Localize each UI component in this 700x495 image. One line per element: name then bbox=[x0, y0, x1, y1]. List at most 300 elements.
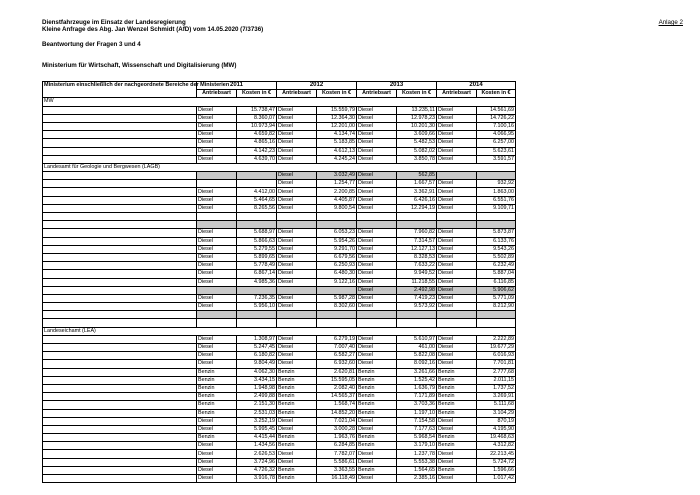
antriebsart-cell: Diesel bbox=[437, 475, 477, 483]
antriebsart-cell: Benzin bbox=[277, 409, 317, 417]
kosten-cell: 12.127,13 bbox=[397, 245, 437, 253]
kosten-cell: 5.247,45 bbox=[237, 344, 277, 352]
antriebsart-cell: Benzin bbox=[357, 393, 397, 401]
kosten-cell: 4.985,36 bbox=[237, 278, 277, 286]
antriebsart-cell: Diesel bbox=[197, 237, 237, 245]
table-row bbox=[43, 237, 516, 245]
row-label-cell bbox=[43, 393, 197, 401]
table-row bbox=[43, 188, 516, 196]
table-row bbox=[43, 294, 516, 302]
kosten-cell: 13.235,11 bbox=[397, 106, 437, 114]
table-row bbox=[43, 131, 516, 139]
col-antriebsart: Antriebsart bbox=[437, 90, 477, 98]
antriebsart-cell: Diesel bbox=[357, 196, 397, 204]
antriebsart-cell: Diesel bbox=[197, 303, 237, 311]
antriebsart-cell: Diesel bbox=[277, 303, 317, 311]
table-row bbox=[43, 384, 516, 392]
antriebsart-cell: Benzin bbox=[357, 401, 397, 409]
kosten-cell: 2.200,85 bbox=[317, 188, 357, 196]
antriebsart-cell bbox=[197, 172, 237, 180]
antriebsart-cell: Diesel bbox=[197, 294, 237, 302]
kosten-cell: 4.405,87 bbox=[317, 196, 357, 204]
table-row bbox=[43, 180, 516, 188]
antriebsart-cell: Diesel bbox=[277, 360, 317, 368]
kosten-cell: 8.092,16 bbox=[397, 360, 437, 368]
antriebsart-cell: Diesel bbox=[197, 131, 237, 139]
antriebsart-cell: Benzin bbox=[437, 466, 477, 474]
table-row bbox=[43, 401, 516, 409]
kosten-cell: 8.212,90 bbox=[477, 303, 516, 311]
kosten-cell: 5.906,62 bbox=[477, 286, 516, 294]
antriebsart-cell: Diesel bbox=[277, 155, 317, 163]
empty-cell bbox=[277, 319, 317, 327]
antriebsart-cell: Benzin bbox=[437, 384, 477, 392]
empty-cell bbox=[357, 319, 397, 327]
kosten-cell: 1.017,42 bbox=[477, 475, 516, 483]
kosten-cell: 16.118,49 bbox=[317, 475, 357, 483]
antriebsart-cell: Diesel bbox=[357, 204, 397, 212]
kosten-cell: 4.612,13 bbox=[317, 147, 357, 155]
antriebsart-cell bbox=[197, 221, 237, 229]
kosten-cell: 5.111,68 bbox=[477, 401, 516, 409]
empty-cell bbox=[317, 213, 357, 221]
kosten-cell: 5.688,97 bbox=[237, 229, 277, 237]
row-label-cell bbox=[43, 131, 197, 139]
table-row bbox=[43, 360, 516, 368]
antriebsart-cell: Diesel bbox=[437, 106, 477, 114]
table-row bbox=[43, 245, 516, 253]
section-label: MW bbox=[43, 98, 516, 106]
ministry-heading: Ministerium für Wirtschaft, Wissenschaft und Digitalisierung (MW) bbox=[42, 62, 237, 69]
kosten-cell: 1.948,98 bbox=[237, 384, 277, 392]
kosten-cell bbox=[237, 172, 277, 180]
row-label-cell bbox=[43, 147, 197, 155]
kosten-cell: 5.987,28 bbox=[317, 294, 357, 302]
kosten-cell: 10.973,94 bbox=[237, 122, 277, 130]
antriebsart-cell: Diesel bbox=[437, 180, 477, 188]
antriebsart-cell: Diesel bbox=[437, 229, 477, 237]
antriebsart-cell: Diesel bbox=[357, 286, 397, 294]
empty-cell bbox=[317, 319, 357, 327]
col-antriebsart: Antriebsart bbox=[357, 90, 397, 98]
kosten-cell: 5.887,04 bbox=[477, 270, 516, 278]
empty-cell bbox=[43, 213, 197, 221]
antriebsart-cell: Diesel bbox=[197, 458, 237, 466]
antriebsart-cell: Diesel bbox=[197, 352, 237, 360]
section-row bbox=[43, 98, 516, 106]
kosten-cell: 1.636,79 bbox=[397, 384, 437, 392]
kosten-cell: 5.873,87 bbox=[477, 229, 516, 237]
empty-cell bbox=[477, 213, 516, 221]
antriebsart-cell: Diesel bbox=[357, 458, 397, 466]
antriebsart-cell: Diesel bbox=[277, 278, 317, 286]
antriebsart-cell: Benzin bbox=[197, 376, 237, 384]
kosten-cell: 9.949,52 bbox=[397, 270, 437, 278]
table-row bbox=[43, 278, 516, 286]
antriebsart-cell: Diesel bbox=[357, 475, 397, 483]
antriebsart-cell: Diesel bbox=[277, 131, 317, 139]
antriebsart-cell: Diesel bbox=[197, 450, 237, 458]
table-row bbox=[43, 229, 516, 237]
kosten-cell: 4.865,16 bbox=[237, 139, 277, 147]
antriebsart-cell: Benzin bbox=[277, 393, 317, 401]
antriebsart-cell: Diesel bbox=[197, 253, 237, 261]
kosten-cell: 7.960,82 bbox=[397, 229, 437, 237]
row-label-cell bbox=[43, 409, 197, 417]
kosten-cell: 3.609,66 bbox=[397, 131, 437, 139]
antriebsart-cell bbox=[437, 221, 477, 229]
kosten-cell bbox=[317, 286, 357, 294]
kosten-cell: 562,85 bbox=[397, 172, 437, 180]
blank-row bbox=[43, 213, 516, 221]
antriebsart-cell: Diesel bbox=[197, 106, 237, 114]
kosten-cell: 2.499,88 bbox=[237, 393, 277, 401]
antriebsart-cell: Benzin bbox=[357, 466, 397, 474]
kosten-cell: 3.916,78 bbox=[237, 475, 277, 483]
kosten-cell: 8.328,53 bbox=[397, 253, 437, 261]
antriebsart-cell: Diesel bbox=[277, 262, 317, 270]
kosten-cell: 6.180,82 bbox=[237, 352, 277, 360]
kosten-cell: 1.596,66 bbox=[477, 466, 516, 474]
kosten-cell: 14.852,20 bbox=[317, 409, 357, 417]
block-header: Ministerium einschließlich der nachgeordnete Bereiche der Ministerien bbox=[43, 82, 197, 98]
kosten-cell: 3.362,91 bbox=[397, 188, 437, 196]
row-label-cell bbox=[43, 278, 197, 286]
row-label-cell bbox=[43, 139, 197, 147]
kosten-cell: 1.434,56 bbox=[237, 442, 277, 450]
kosten-cell: 4.245,24 bbox=[317, 155, 357, 163]
kosten-cell: 7.154,58 bbox=[397, 417, 437, 425]
empty-cell bbox=[437, 213, 477, 221]
antriebsart-cell: Diesel bbox=[437, 139, 477, 147]
antriebsart-cell: Diesel bbox=[437, 286, 477, 294]
row-label-cell bbox=[43, 475, 197, 483]
row-label-cell bbox=[43, 434, 197, 442]
antriebsart-cell: Diesel bbox=[197, 114, 237, 122]
kosten-cell: 5.183,85 bbox=[317, 139, 357, 147]
kosten-cell bbox=[477, 221, 516, 229]
kosten-cell: 3.252,19 bbox=[237, 417, 277, 425]
antriebsart-cell: Diesel bbox=[277, 352, 317, 360]
row-label-cell bbox=[43, 466, 197, 474]
antriebsart-cell: Diesel bbox=[437, 204, 477, 212]
kosten-cell: 12.364,30 bbox=[317, 114, 357, 122]
kosten-cell: 19.468,63 bbox=[477, 434, 516, 442]
antriebsart-cell: Diesel bbox=[197, 344, 237, 352]
antriebsart-cell: Diesel bbox=[277, 458, 317, 466]
antriebsart-cell bbox=[277, 221, 317, 229]
empty-cell bbox=[437, 319, 477, 327]
antriebsart-cell: Benzin bbox=[437, 401, 477, 409]
table-row bbox=[43, 155, 516, 163]
kosten-cell: 9.109,71 bbox=[477, 204, 516, 212]
kosten-cell: 5.279,55 bbox=[237, 245, 277, 253]
antriebsart-cell: Diesel bbox=[357, 335, 397, 343]
antriebsart-cell: Diesel bbox=[277, 122, 317, 130]
row-label-cell bbox=[43, 344, 197, 352]
kosten-cell: 6.480,30 bbox=[317, 270, 357, 278]
kosten-cell: 5.899,65 bbox=[237, 253, 277, 261]
kosten-cell: 14.565,37 bbox=[317, 393, 357, 401]
kosten-cell: 461,00 bbox=[397, 344, 437, 352]
antriebsart-cell: Benzin bbox=[437, 376, 477, 384]
table-row bbox=[43, 352, 516, 360]
vehicle-cost-table bbox=[42, 81, 516, 483]
antriebsart-cell: Diesel bbox=[437, 253, 477, 261]
kosten-cell: 7.236,35 bbox=[237, 294, 277, 302]
kosten-cell: 5.464,65 bbox=[237, 196, 277, 204]
table-row bbox=[43, 442, 516, 450]
doc-title: Dienstfahrzeuge im Einsatz der Landesregierung bbox=[42, 19, 186, 26]
kosten-cell: 7.419,23 bbox=[397, 294, 437, 302]
antriebsart-cell: Diesel bbox=[197, 270, 237, 278]
kosten-cell bbox=[397, 221, 437, 229]
kosten-cell: 1.525,42 bbox=[397, 376, 437, 384]
antriebsart-cell bbox=[277, 311, 317, 319]
kosten-cell: 1.564,65 bbox=[397, 466, 437, 474]
empty-cell bbox=[277, 213, 317, 221]
kosten-cell: 5.502,89 bbox=[477, 253, 516, 261]
kosten-cell: 6.279,19 bbox=[317, 335, 357, 343]
antriebsart-cell: Benzin bbox=[277, 384, 317, 392]
kosten-cell: 3.434,15 bbox=[237, 376, 277, 384]
row-label-cell bbox=[43, 196, 197, 204]
row-label-cell bbox=[43, 294, 197, 302]
antriebsart-cell: Diesel bbox=[437, 196, 477, 204]
kosten-cell: 2.626,53 bbox=[237, 450, 277, 458]
col-kosten: Kosten in € bbox=[317, 90, 357, 98]
empty-cell bbox=[357, 213, 397, 221]
table-row bbox=[43, 409, 516, 417]
antriebsart-cell: Diesel bbox=[437, 360, 477, 368]
row-label-cell bbox=[43, 204, 197, 212]
table-row bbox=[43, 303, 516, 311]
kosten-cell: 1.254,77 bbox=[317, 180, 357, 188]
antriebsart-cell: Benzin bbox=[197, 368, 237, 376]
kosten-cell: 6.257,00 bbox=[477, 139, 516, 147]
antriebsart-cell: Benzin bbox=[277, 466, 317, 474]
row-label-cell bbox=[43, 425, 197, 433]
kosten-cell: 7.007,40 bbox=[317, 344, 357, 352]
kosten-cell: 5.822,08 bbox=[397, 352, 437, 360]
kosten-cell: 4.312,82 bbox=[477, 442, 516, 450]
row-label-cell bbox=[43, 253, 197, 261]
empty-cell bbox=[397, 213, 437, 221]
section-row bbox=[43, 163, 516, 171]
antriebsart-cell: Diesel bbox=[277, 417, 317, 425]
antriebsart-cell: Diesel bbox=[437, 131, 477, 139]
antriebsart-cell: Diesel bbox=[437, 294, 477, 302]
antriebsart-cell: Diesel bbox=[277, 180, 317, 188]
antriebsart-cell bbox=[437, 172, 477, 180]
antriebsart-cell: Diesel bbox=[197, 188, 237, 196]
table-row bbox=[43, 114, 516, 122]
kosten-cell: 1.308,97 bbox=[237, 335, 277, 343]
antriebsart-cell: Diesel bbox=[437, 303, 477, 311]
antriebsart-cell: Diesel bbox=[437, 450, 477, 458]
antriebsart-cell: Diesel bbox=[357, 180, 397, 188]
kosten-cell bbox=[237, 286, 277, 294]
antriebsart-cell bbox=[197, 311, 237, 319]
empty-cell bbox=[197, 213, 237, 221]
antriebsart-cell: Diesel bbox=[357, 278, 397, 286]
kosten-cell: 3.032,49 bbox=[317, 172, 357, 180]
kosten-cell bbox=[317, 221, 357, 229]
kosten-cell: 3.261,66 bbox=[397, 368, 437, 376]
kosten-cell: 2.222,89 bbox=[477, 335, 516, 343]
kosten-cell: 3.104,29 bbox=[477, 409, 516, 417]
kosten-cell: 4.062,30 bbox=[237, 368, 277, 376]
kosten-cell: 3.850,78 bbox=[397, 155, 437, 163]
antriebsart-cell: Diesel bbox=[277, 335, 317, 343]
antriebsart-cell: Diesel bbox=[357, 303, 397, 311]
kosten-cell: 15.738,47 bbox=[237, 106, 277, 114]
kosten-cell: 5.778,49 bbox=[237, 262, 277, 270]
antriebsart-cell: Diesel bbox=[197, 229, 237, 237]
antriebsart-cell: Diesel bbox=[197, 417, 237, 425]
row-label-cell bbox=[43, 221, 197, 229]
kosten-cell bbox=[477, 311, 516, 319]
antriebsart-cell bbox=[437, 311, 477, 319]
kosten-cell: 6.016,93 bbox=[477, 352, 516, 360]
antriebsart-cell: Diesel bbox=[197, 335, 237, 343]
table-row bbox=[43, 172, 516, 180]
kosten-cell: 2.777,68 bbox=[477, 368, 516, 376]
kosten-cell: 12.978,23 bbox=[397, 114, 437, 122]
antriebsart-cell: Diesel bbox=[357, 425, 397, 433]
kosten-cell: 3.000,28 bbox=[317, 425, 357, 433]
antriebsart-cell: Diesel bbox=[357, 352, 397, 360]
antriebsart-cell: Benzin bbox=[197, 434, 237, 442]
table-row bbox=[43, 458, 516, 466]
kosten-cell: 12.201,00 bbox=[317, 122, 357, 130]
kosten-cell: 15.559,79 bbox=[317, 106, 357, 114]
antriebsart-cell: Benzin bbox=[197, 384, 237, 392]
antriebsart-cell: Benzin bbox=[357, 442, 397, 450]
table-row bbox=[43, 417, 516, 425]
kosten-cell: 6.551,76 bbox=[477, 196, 516, 204]
section-row bbox=[43, 327, 516, 335]
kosten-cell: 3.363,55 bbox=[317, 466, 357, 474]
antriebsart-cell bbox=[197, 286, 237, 294]
antriebsart-cell: Diesel bbox=[277, 106, 317, 114]
antriebsart-cell: Diesel bbox=[437, 352, 477, 360]
antriebsart-cell: Diesel bbox=[437, 270, 477, 278]
table-row bbox=[43, 147, 516, 155]
kosten-cell: 14.561,69 bbox=[477, 106, 516, 114]
kosten-cell: 9.800,54 bbox=[317, 204, 357, 212]
kosten-cell: 1.737,52 bbox=[477, 384, 516, 392]
kosten-cell: 2.492,98 bbox=[397, 286, 437, 294]
kosten-cell: 5.553,38 bbox=[397, 458, 437, 466]
kosten-cell: 9.573,92 bbox=[397, 303, 437, 311]
antriebsart-cell: Diesel bbox=[437, 262, 477, 270]
kosten-cell: 12.294,19 bbox=[397, 204, 437, 212]
antriebsart-cell: Diesel bbox=[437, 122, 477, 130]
row-label-cell bbox=[43, 450, 197, 458]
row-label-cell bbox=[43, 401, 197, 409]
kosten-cell: 1.863,00 bbox=[477, 188, 516, 196]
kosten-cell: 4.142,23 bbox=[237, 147, 277, 155]
kosten-cell: 870,19 bbox=[477, 417, 516, 425]
table-row bbox=[43, 270, 516, 278]
row-label-cell bbox=[43, 286, 197, 294]
kosten-cell: 7.314,57 bbox=[397, 237, 437, 245]
kosten-cell: 7.782,07 bbox=[317, 450, 357, 458]
antriebsart-cell: Diesel bbox=[277, 253, 317, 261]
kosten-cell: 2.151,30 bbox=[237, 401, 277, 409]
table-row bbox=[43, 393, 516, 401]
empty-cell bbox=[237, 319, 277, 327]
antriebsart-cell: Diesel bbox=[197, 196, 237, 204]
kosten-cell bbox=[317, 311, 357, 319]
kosten-cell: 6.116,85 bbox=[477, 278, 516, 286]
kosten-cell: 11.218,55 bbox=[397, 278, 437, 286]
antriebsart-cell: Benzin bbox=[437, 409, 477, 417]
kosten-cell: 1.197,10 bbox=[397, 409, 437, 417]
kosten-cell: 6.250,93 bbox=[317, 262, 357, 270]
antriebsart-cell: Diesel bbox=[357, 147, 397, 155]
antriebsart-cell: Diesel bbox=[437, 245, 477, 253]
kosten-cell: 3.703,36 bbox=[397, 401, 437, 409]
antriebsart-cell: Diesel bbox=[277, 172, 317, 180]
table-row bbox=[43, 434, 516, 442]
row-label-cell bbox=[43, 106, 197, 114]
kosten-cell: 7.633,22 bbox=[397, 262, 437, 270]
kosten-cell: 19.677,29 bbox=[477, 344, 516, 352]
antriebsart-cell: Diesel bbox=[197, 360, 237, 368]
kosten-cell: 2.011,15 bbox=[477, 376, 516, 384]
antriebsart-cell: Diesel bbox=[437, 425, 477, 433]
kosten-cell: 9.543,26 bbox=[477, 245, 516, 253]
table-row bbox=[43, 425, 516, 433]
kosten-cell: 4.195,90 bbox=[477, 425, 516, 433]
col-antriebsart: Antriebsart bbox=[277, 90, 317, 98]
antriebsart-cell: Diesel bbox=[277, 229, 317, 237]
antriebsart-cell: Diesel bbox=[437, 417, 477, 425]
row-label-cell bbox=[43, 262, 197, 270]
row-label-cell bbox=[43, 335, 197, 343]
kosten-cell: 5.771,09 bbox=[477, 294, 516, 302]
kosten-cell: 6.426,16 bbox=[397, 196, 437, 204]
kosten-cell: 4.415,44 bbox=[237, 434, 277, 442]
empty-cell bbox=[197, 319, 237, 327]
antriebsart-cell: Diesel bbox=[357, 360, 397, 368]
year-2011: 2011 bbox=[197, 82, 277, 90]
kosten-cell: 6.133,76 bbox=[477, 237, 516, 245]
antriebsart-cell: Diesel bbox=[357, 344, 397, 352]
kosten-cell: 5.610,97 bbox=[397, 335, 437, 343]
table-row bbox=[43, 196, 516, 204]
col-antriebsart: Antriebsart bbox=[197, 90, 237, 98]
antriebsart-cell: Diesel bbox=[357, 417, 397, 425]
row-label-cell bbox=[43, 303, 197, 311]
antriebsart-cell: Diesel bbox=[437, 335, 477, 343]
table-row bbox=[43, 139, 516, 147]
row-label-cell bbox=[43, 311, 197, 319]
row-label-cell bbox=[43, 237, 197, 245]
kosten-cell: 8.302,60 bbox=[317, 303, 357, 311]
antriebsart-cell: Diesel bbox=[357, 229, 397, 237]
empty-cell bbox=[397, 319, 437, 327]
empty-cell bbox=[477, 319, 516, 327]
kosten-cell: 6.932,60 bbox=[317, 360, 357, 368]
row-label-cell bbox=[43, 360, 197, 368]
antriebsart-cell: Diesel bbox=[197, 425, 237, 433]
antriebsart-cell: Diesel bbox=[437, 147, 477, 155]
kosten-cell bbox=[237, 311, 277, 319]
antriebsart-cell: Diesel bbox=[357, 294, 397, 302]
